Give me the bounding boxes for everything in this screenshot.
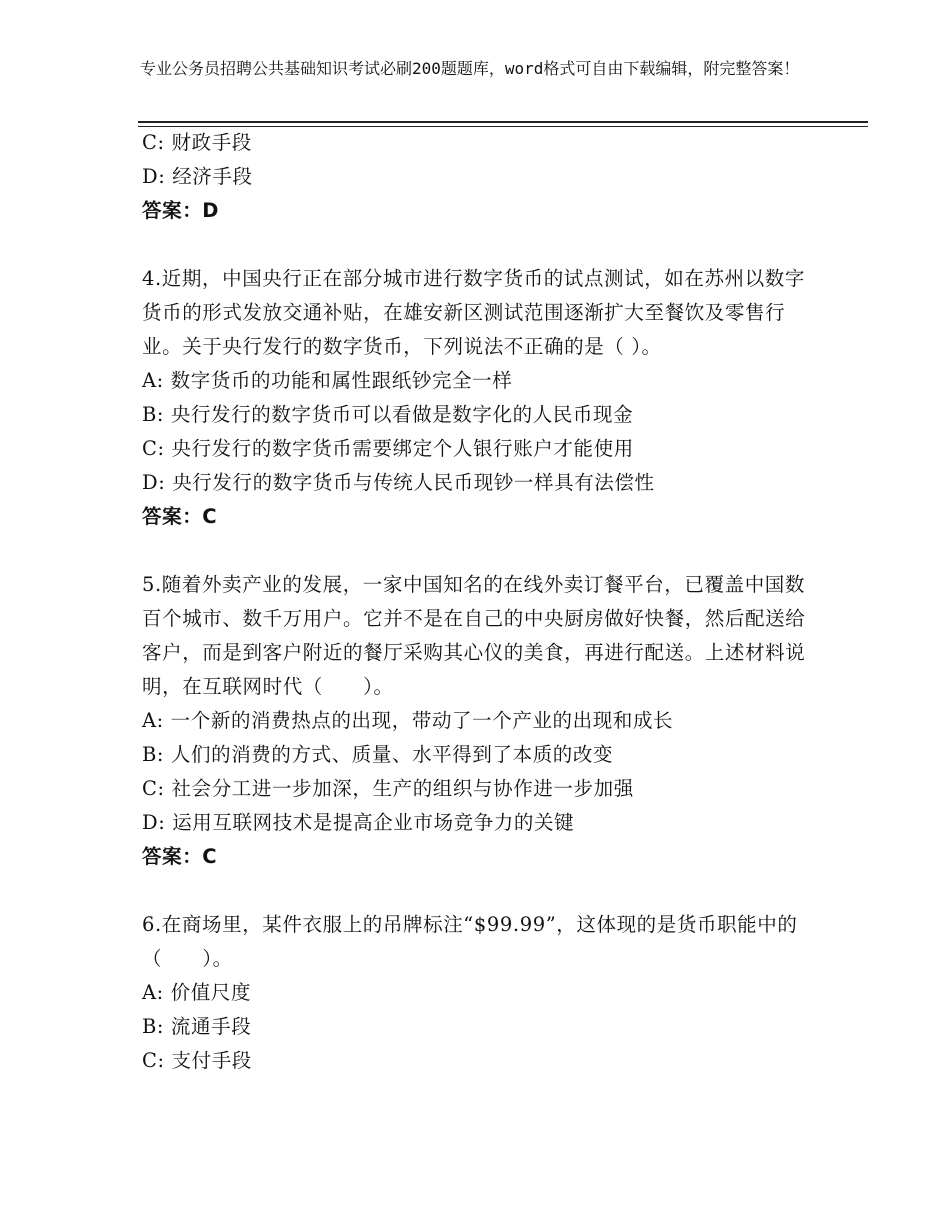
option-c: C: 财政手段: [142, 131, 252, 154]
option-b: B: 流通手段: [142, 1015, 252, 1038]
option-c: C: 央行发行的数字货币需要绑定个人银行账户才能使用: [142, 437, 634, 460]
question-5: [142, 568, 807, 874]
header-divider-thick: [138, 121, 868, 123]
option-b: B: 央行发行的数字货币可以看做是数字化的人民币现金: [142, 403, 634, 426]
option-a: A: 价值尺度: [142, 981, 252, 1004]
option-d: D: 央行发行的数字货币与传统人民币现钞一样具有法偿性: [142, 471, 655, 494]
question-3-tail: [142, 126, 807, 228]
option-a: A: 数字货币的功能和属性跟纸钞完全一样: [142, 369, 513, 392]
option-a: A: 一个新的消费热点的出现，带动了一个产业的出现和成长: [142, 709, 674, 732]
document-header: 专业公务员招聘公共基础知识考试必刷200题题库，word格式可自由下载编辑，附完整答案！: [140, 59, 800, 78]
option-d: D: 运用互联网技术是提高企业市场竞争力的关键: [142, 811, 575, 834]
option-d: D: 经济手段: [142, 165, 253, 188]
question-stem: 6.在商场里，某件衣服上的吊牌标注“$99.99”，这体现的是货币职能中的（ ）。: [142, 913, 798, 970]
answer-label: 答案：C: [142, 505, 218, 528]
option-c: C: 支付手段: [142, 1049, 252, 1072]
question-4: [142, 262, 807, 534]
answer-label: 答案：D: [142, 199, 220, 222]
answer-label: 答案：C: [142, 845, 218, 868]
question-stem: 4.近期，中国央行正在部分城市进行数字货币的试点测试，如在苏州以数字货币的形式发放交通补贴，在雄安新区测试范围逐渐扩大至餐饮及零售行业。关于央行发行的数字货币，下列说法不正确的是（ ）。: [142, 267, 806, 358]
question-content: [142, 126, 807, 1078]
option-b: B: 人们的消费的方式、质量、水平得到了本质的改变: [142, 743, 614, 766]
question-6: [142, 908, 807, 1078]
question-stem: 5.随着外卖产业的发展，一家中国知名的在线外卖订餐平台，已覆盖中国数百个城市、数千万用户。它并不是在自己的中央厨房做好快餐，然后配送给客户，而是到客户附近的餐厅采购其心仪的美食，再进行配送。上述材料说明，在互联网时代（ ）。: [142, 573, 806, 698]
option-c: C: 社会分工进一步加深，生产的组织与协作进一步加强: [142, 777, 634, 800]
